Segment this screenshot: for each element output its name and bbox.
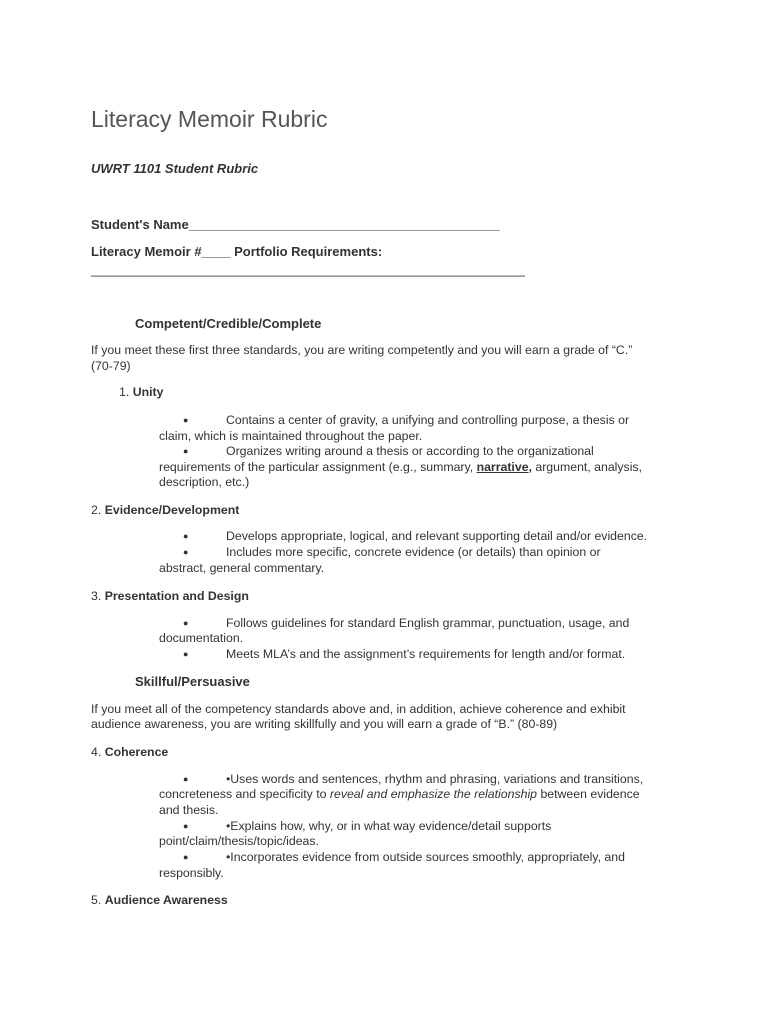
item-heading-audience	[91, 893, 228, 909]
coherence-bullet1-line2	[159, 787, 640, 803]
unity-bullet2-line3: description, etc.)	[159, 475, 250, 489]
item-number: 4.	[91, 745, 102, 759]
coherence-bullet2-line2: point/claim/thesis/topic/ideas.	[159, 834, 319, 848]
unity-bullet1-line1: Contains a center of gravity, a unifying and controlling purpose, a thesis or	[226, 413, 630, 427]
presentation-bullet1-line2: documentation.	[159, 631, 244, 645]
coherence-bullet1-line1: •Uses words and sentences, rhythm and phrasing, variations and transitions,	[226, 772, 644, 786]
student-name-line: Student's Name___________________________________________	[91, 217, 500, 232]
item-heading-unity	[119, 385, 163, 401]
unity-bullet2-line2	[159, 460, 642, 476]
bullet-icon: ●	[183, 415, 189, 425]
unity-bullet1-line2: claim, which is maintained throughout the paper.	[159, 429, 423, 443]
item-number: 5.	[91, 893, 102, 907]
bullet-icon: ●	[183, 446, 189, 456]
section-heading-skillful: Skillful/Persuasive	[135, 674, 250, 689]
bullet-icon: ●	[183, 618, 189, 628]
item-label: Unity	[132, 385, 164, 399]
coherence-bullet2-line1: •Explains how, why, or in what way evidence/detail supports	[226, 819, 552, 833]
section-intro-skillful-line2: audience awareness, you are writing skillfully and you will earn a grade of “B.” (80-89)	[91, 717, 558, 731]
section-intro-competent-line1: If you meet these first three standards, you are writing competently and you will earn a grade of “C.”	[91, 343, 633, 357]
item-number: 3.	[91, 589, 102, 603]
bullet-icon: ●	[183, 852, 189, 862]
item-number: 1.	[119, 385, 130, 399]
course-subtitle: UWRT 1101 Student Rubric	[91, 161, 259, 176]
unity-bullet2-line1: Organizes writing around a thesis or according to the organizational	[226, 444, 594, 458]
requirements-underline: ____________________________________________________________	[91, 262, 525, 277]
text-run: between evidence	[537, 787, 640, 801]
item-heading-presentation	[91, 589, 249, 605]
section-intro-competent-line2: (70-79)	[91, 359, 131, 373]
section-heading-competent: Competent/Credible/Complete	[135, 316, 322, 331]
coherence-bullet1-line3: and thesis.	[159, 803, 219, 817]
bullet-icon: ●	[183, 531, 189, 541]
evidence-bullet2-line1: Includes more specific, concrete evidence (or details) than opinion or	[226, 545, 601, 559]
italic-emphasis: reveal and emphasize the relationship	[329, 787, 538, 801]
item-label: Audience Awareness	[104, 893, 228, 907]
bullet-icon: ●	[183, 547, 189, 557]
bullet-icon: ●	[183, 774, 189, 784]
text-run: requirements of the particular assignment (e.g., summary,	[159, 460, 477, 474]
bullet-icon: ●	[183, 821, 189, 831]
section-intro-skillful-line1: If you meet all of the competency standards above and, in addition, achieve coherence and exhibit	[91, 702, 626, 716]
item-label: Presentation and Design	[104, 589, 249, 603]
coherence-bullet3-line1: •Incorporates evidence from outside sources smoothly, appropriately, and	[226, 850, 625, 864]
page-title: Literacy Memoir Rubric	[91, 106, 328, 132]
item-heading-coherence	[91, 745, 168, 761]
memoir-requirements-line: Literacy Memoir #____ Portfolio Requirements:	[91, 244, 383, 259]
text-run: argument, analysis,	[531, 460, 642, 474]
text-run: concreteness and specificity to	[159, 787, 330, 801]
item-heading-evidence	[91, 503, 239, 519]
narrative-emphasis: narrative,	[476, 460, 532, 474]
bullet-icon: ●	[183, 649, 189, 659]
presentation-bullet1-line1: Follows guidelines for standard English grammar, punctuation, usage, and	[226, 616, 630, 630]
item-number: 2.	[91, 503, 102, 517]
item-label: Evidence/Development	[104, 503, 240, 517]
evidence-bullet2-line2: abstract, general commentary.	[159, 561, 325, 575]
item-label: Coherence	[104, 745, 169, 759]
coherence-bullet3-line2: responsibly.	[159, 866, 224, 880]
presentation-bullet2-line1: Meets MLA’s and the assignment’s requirements for length and/or format.	[226, 647, 626, 661]
evidence-bullet1-line1: Develops appropriate, logical, and relevant supporting detail and/or evidence.	[226, 529, 648, 543]
